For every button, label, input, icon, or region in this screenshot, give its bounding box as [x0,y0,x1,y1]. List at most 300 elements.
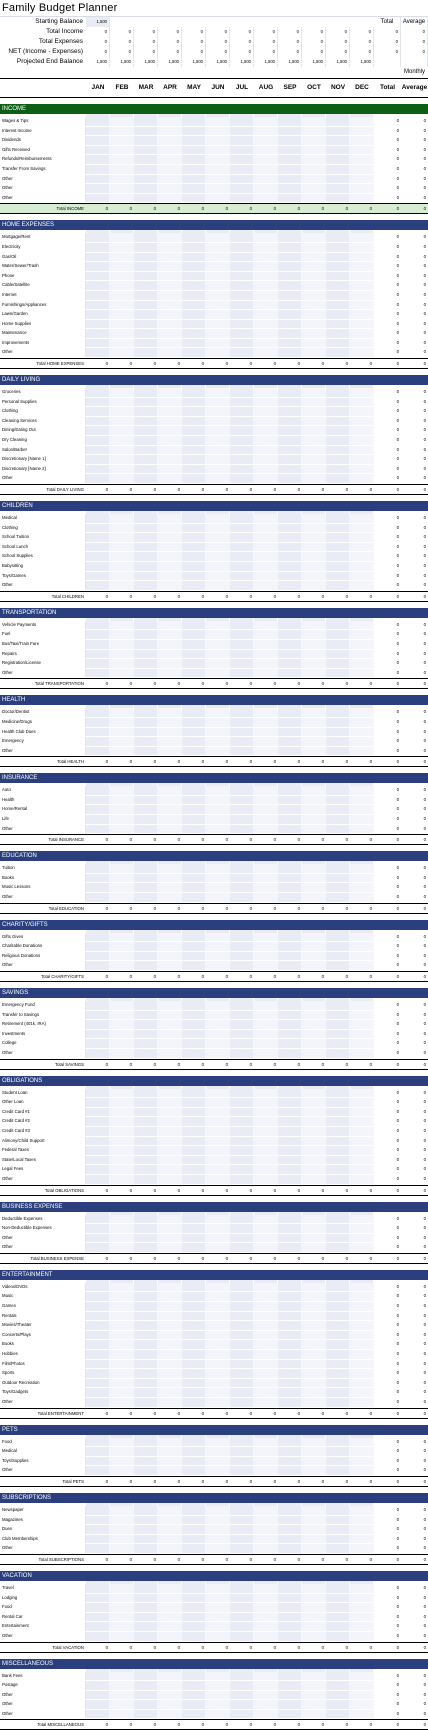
month-input-cell[interactable] [182,184,206,193]
month-input-cell[interactable] [230,155,254,164]
month-input-cell[interactable] [230,786,254,795]
month-input-cell[interactable] [134,1234,158,1243]
month-input-cell[interactable] [182,1710,206,1719]
month-input-cell[interactable] [230,1331,254,1340]
month-input-cell[interactable] [182,1544,206,1553]
month-input-cell[interactable] [182,1001,206,1010]
month-input-cell[interactable] [254,1613,278,1622]
month-input-cell[interactable] [206,1089,230,1098]
month-input-cell[interactable] [134,650,158,659]
month-input-cell[interactable] [134,524,158,533]
month-input-cell[interactable] [350,329,374,338]
month-input-cell[interactable] [158,1234,182,1243]
month-input-cell[interactable] [158,1691,182,1700]
month-input-cell[interactable] [302,893,326,902]
month-input-cell[interactable] [302,388,326,397]
month-input-cell[interactable] [350,455,374,464]
month-input-cell[interactable] [278,1146,302,1155]
month-input-cell[interactable] [110,1613,134,1622]
month-input-cell[interactable] [278,1127,302,1136]
month-input-cell[interactable] [182,1457,206,1466]
month-input-cell[interactable] [134,1632,158,1641]
month-input-cell[interactable] [158,1369,182,1378]
month-input-cell[interactable] [350,446,374,455]
month-input-cell[interactable] [350,1388,374,1397]
month-input-cell[interactable] [110,805,134,814]
month-input-cell[interactable] [302,146,326,155]
month-input-cell[interactable] [302,1117,326,1126]
month-input-cell[interactable] [110,737,134,746]
month-input-cell[interactable] [182,194,206,203]
month-input-cell[interactable] [254,1544,278,1553]
month-input-cell[interactable] [158,1030,182,1039]
month-input-cell[interactable] [350,339,374,348]
month-input-cell[interactable] [110,650,134,659]
month-input-cell[interactable] [230,581,254,590]
month-input-cell[interactable] [278,329,302,338]
month-input-cell[interactable] [86,1020,110,1029]
month-input-cell[interactable] [86,1340,110,1349]
month-input-cell[interactable] [86,194,110,203]
month-input-cell[interactable] [350,933,374,942]
month-input-cell[interactable] [182,127,206,136]
month-input-cell[interactable] [86,184,110,193]
month-input-cell[interactable] [230,1243,254,1252]
month-input-cell[interactable] [110,786,134,795]
month-input-cell[interactable] [86,708,110,717]
month-input-cell[interactable] [182,1108,206,1117]
month-input-cell[interactable] [326,1302,350,1311]
month-input-cell[interactable] [302,1089,326,1098]
month-input-cell[interactable] [302,747,326,756]
month-input-cell[interactable] [110,329,134,338]
month-input-cell[interactable] [158,1089,182,1098]
month-input-cell[interactable] [134,320,158,329]
month-input-cell[interactable] [110,533,134,542]
month-input-cell[interactable] [302,474,326,483]
month-input-cell[interactable] [134,1340,158,1349]
month-input-cell[interactable] [158,1283,182,1292]
month-input-cell[interactable] [350,474,374,483]
month-input-cell[interactable] [110,272,134,281]
month-input-cell[interactable] [86,262,110,271]
month-input-cell[interactable] [158,1700,182,1709]
month-input-cell[interactable] [278,728,302,737]
month-input-cell[interactable] [86,339,110,348]
month-input-cell[interactable] [86,407,110,416]
month-input-cell[interactable] [230,524,254,533]
month-input-cell[interactable] [230,1350,254,1359]
month-input-cell[interactable] [278,524,302,533]
month-input-cell[interactable] [350,348,374,357]
month-input-cell[interactable] [302,1350,326,1359]
month-input-cell[interactable] [326,455,350,464]
month-input-cell[interactable] [182,1089,206,1098]
month-input-cell[interactable] [230,1234,254,1243]
month-input-cell[interactable] [326,1312,350,1321]
month-input-cell[interactable] [206,1331,230,1340]
month-input-cell[interactable] [158,281,182,290]
month-input-cell[interactable] [302,348,326,357]
month-input-cell[interactable] [278,1457,302,1466]
month-input-cell[interactable] [278,572,302,581]
month-input-cell[interactable] [206,465,230,474]
month-input-cell[interactable] [134,1030,158,1039]
month-input-cell[interactable] [182,175,206,184]
month-input-cell[interactable] [158,1466,182,1475]
month-input-cell[interactable] [302,1127,326,1136]
month-input-cell[interactable] [254,621,278,630]
month-input-cell[interactable] [206,1535,230,1544]
month-input-cell[interactable] [110,1622,134,1631]
month-input-cell[interactable] [254,1525,278,1534]
month-input-cell[interactable] [86,272,110,281]
month-input-cell[interactable] [230,1603,254,1612]
month-input-cell[interactable] [86,1360,110,1369]
month-input-cell[interactable] [86,281,110,290]
month-input-cell[interactable] [326,581,350,590]
month-input-cell[interactable] [350,1283,374,1292]
month-input-cell[interactable] [158,1340,182,1349]
month-input-cell[interactable] [350,127,374,136]
month-input-cell[interactable] [110,669,134,678]
month-input-cell[interactable] [278,388,302,397]
month-input-cell[interactable] [254,786,278,795]
month-input-cell[interactable] [230,175,254,184]
month-input-cell[interactable] [158,348,182,357]
month-input-cell[interactable] [158,1525,182,1534]
month-input-cell[interactable] [302,874,326,883]
month-input-cell[interactable] [110,621,134,630]
month-input-cell[interactable] [254,1049,278,1058]
month-input-cell[interactable] [110,728,134,737]
month-input-cell[interactable] [158,1398,182,1407]
month-input-cell[interactable] [326,329,350,338]
month-input-cell[interactable] [182,1030,206,1039]
month-input-cell[interactable] [134,1681,158,1690]
month-input-cell[interactable] [134,474,158,483]
month-input-cell[interactable] [182,291,206,300]
month-input-cell[interactable] [134,883,158,892]
month-input-cell[interactable] [86,1506,110,1515]
month-input-cell[interactable] [158,233,182,242]
month-input-cell[interactable] [302,1215,326,1224]
month-input-cell[interactable] [302,329,326,338]
month-input-cell[interactable] [254,1302,278,1311]
month-input-cell[interactable] [206,1321,230,1330]
month-input-cell[interactable] [158,1215,182,1224]
month-input-cell[interactable] [206,552,230,561]
month-input-cell[interactable] [278,893,302,902]
month-input-cell[interactable] [86,669,110,678]
month-input-cell[interactable] [86,1224,110,1233]
month-input-cell[interactable] [206,117,230,126]
month-input-cell[interactable] [350,874,374,883]
month-input-cell[interactable] [350,1516,374,1525]
month-input-cell[interactable] [110,640,134,649]
month-input-cell[interactable] [206,1030,230,1039]
month-input-cell[interactable] [158,474,182,483]
month-input-cell[interactable] [206,883,230,892]
month-input-cell[interactable] [302,446,326,455]
month-input-cell[interactable] [302,1672,326,1681]
month-input-cell[interactable] [182,1224,206,1233]
month-input-cell[interactable] [350,659,374,668]
month-input-cell[interactable] [326,533,350,542]
month-input-cell[interactable] [182,864,206,873]
month-input-cell[interactable] [254,1594,278,1603]
month-input-cell[interactable] [158,1603,182,1612]
month-input-cell[interactable] [110,243,134,252]
month-input-cell[interactable] [182,1584,206,1593]
month-input-cell[interactable] [326,1283,350,1292]
month-input-cell[interactable] [182,348,206,357]
month-input-cell[interactable] [182,1020,206,1029]
month-input-cell[interactable] [134,1398,158,1407]
month-input-cell[interactable] [86,1302,110,1311]
month-input-cell[interactable] [158,1243,182,1252]
month-input-cell[interactable] [302,1388,326,1397]
month-input-cell[interactable] [230,253,254,262]
month-input-cell[interactable] [254,562,278,571]
month-input-cell[interactable] [110,339,134,348]
month-input-cell[interactable] [350,1302,374,1311]
month-input-cell[interactable] [110,320,134,329]
month-input-cell[interactable] [254,233,278,242]
month-input-cell[interactable] [302,621,326,630]
month-input-cell[interactable] [326,543,350,552]
month-input-cell[interactable] [230,465,254,474]
month-input-cell[interactable] [326,640,350,649]
month-input-cell[interactable] [206,796,230,805]
month-input-cell[interactable] [182,165,206,174]
month-input-cell[interactable] [158,175,182,184]
month-input-cell[interactable] [302,1594,326,1603]
month-input-cell[interactable] [326,796,350,805]
month-input-cell[interactable] [278,1710,302,1719]
month-input-cell[interactable] [230,407,254,416]
month-input-cell[interactable] [158,436,182,445]
month-input-cell[interactable] [110,1340,134,1349]
month-input-cell[interactable] [182,1302,206,1311]
month-input-cell[interactable] [278,1506,302,1515]
month-input-cell[interactable] [302,281,326,290]
month-input-cell[interactable] [230,398,254,407]
month-input-cell[interactable] [134,407,158,416]
month-input-cell[interactable] [134,1283,158,1292]
month-input-cell[interactable] [254,747,278,756]
month-input-cell[interactable] [350,388,374,397]
month-input-cell[interactable] [230,1584,254,1593]
month-input-cell[interactable] [110,1215,134,1224]
month-input-cell[interactable] [206,1457,230,1466]
month-input-cell[interactable] [326,272,350,281]
month-input-cell[interactable] [254,1108,278,1117]
month-input-cell[interactable] [278,933,302,942]
month-input-cell[interactable] [206,669,230,678]
month-input-cell[interactable] [230,961,254,970]
month-input-cell[interactable] [254,1506,278,1515]
month-input-cell[interactable] [134,659,158,668]
month-input-cell[interactable] [230,1379,254,1388]
month-input-cell[interactable] [350,1632,374,1641]
month-input-cell[interactable] [110,233,134,242]
month-input-cell[interactable] [278,1516,302,1525]
month-input-cell[interactable] [86,1108,110,1117]
month-input-cell[interactable] [254,1001,278,1010]
month-input-cell[interactable] [158,1681,182,1690]
month-input-cell[interactable] [110,1379,134,1388]
month-input-cell[interactable] [206,446,230,455]
month-input-cell[interactable] [278,805,302,814]
month-input-cell[interactable] [254,737,278,746]
month-input-cell[interactable] [230,301,254,310]
month-input-cell[interactable] [158,650,182,659]
month-input-cell[interactable] [254,329,278,338]
month-input-cell[interactable] [206,728,230,737]
month-input-cell[interactable] [278,1388,302,1397]
month-input-cell[interactable] [302,1030,326,1039]
month-input-cell[interactable] [182,446,206,455]
month-input-cell[interactable] [182,1535,206,1544]
month-input-cell[interactable] [182,1603,206,1612]
month-input-cell[interactable] [326,1681,350,1690]
month-input-cell[interactable] [86,1165,110,1174]
month-input-cell[interactable] [278,1369,302,1378]
month-input-cell[interactable] [134,175,158,184]
month-input-cell[interactable] [158,1331,182,1340]
month-input-cell[interactable] [230,184,254,193]
month-input-cell[interactable] [134,262,158,271]
month-input-cell[interactable] [302,1544,326,1553]
month-input-cell[interactable] [254,1175,278,1184]
month-input-cell[interactable] [350,1039,374,1048]
month-input-cell[interactable] [110,1447,134,1456]
month-input-cell[interactable] [134,1544,158,1553]
month-input-cell[interactable] [134,669,158,678]
month-input-cell[interactable] [278,1011,302,1020]
month-input-cell[interactable] [206,1243,230,1252]
month-input-cell[interactable] [326,562,350,571]
month-input-cell[interactable] [134,552,158,561]
month-input-cell[interactable] [158,562,182,571]
month-input-cell[interactable] [350,1331,374,1340]
month-input-cell[interactable] [254,728,278,737]
month-input-cell[interactable] [206,1234,230,1243]
month-input-cell[interactable] [158,1224,182,1233]
month-input-cell[interactable] [182,883,206,892]
month-input-cell[interactable] [326,1438,350,1447]
month-input-cell[interactable] [278,533,302,542]
month-input-cell[interactable] [206,1691,230,1700]
month-input-cell[interactable] [302,1243,326,1252]
month-input-cell[interactable] [278,1340,302,1349]
month-input-cell[interactable] [134,1302,158,1311]
month-input-cell[interactable] [254,1156,278,1165]
month-input-cell[interactable] [182,1525,206,1534]
month-input-cell[interactable] [134,1360,158,1369]
month-input-cell[interactable] [350,1321,374,1330]
month-input-cell[interactable] [158,165,182,174]
month-input-cell[interactable] [350,243,374,252]
month-input-cell[interactable] [254,1672,278,1681]
month-input-cell[interactable] [278,339,302,348]
month-input-cell[interactable] [326,194,350,203]
month-input-cell[interactable] [254,310,278,319]
month-input-cell[interactable] [350,1379,374,1388]
month-input-cell[interactable] [254,640,278,649]
month-input-cell[interactable] [278,825,302,834]
month-input-cell[interactable] [110,718,134,727]
month-input-cell[interactable] [206,961,230,970]
month-input-cell[interactable] [206,1672,230,1681]
month-input-cell[interactable] [182,524,206,533]
month-input-cell[interactable] [182,1165,206,1174]
month-input-cell[interactable] [182,1117,206,1126]
month-input-cell[interactable] [110,1544,134,1553]
month-input-cell[interactable] [206,272,230,281]
month-input-cell[interactable] [302,1156,326,1165]
month-input-cell[interactable] [86,474,110,483]
month-input-cell[interactable] [206,1312,230,1321]
month-input-cell[interactable] [182,533,206,542]
month-input-cell[interactable] [254,184,278,193]
month-input-cell[interactable] [86,659,110,668]
month-input-cell[interactable] [350,1020,374,1029]
month-input-cell[interactable] [278,815,302,824]
month-input-cell[interactable] [110,455,134,464]
month-input-cell[interactable] [110,117,134,126]
month-input-cell[interactable] [86,1215,110,1224]
month-input-cell[interactable] [206,952,230,961]
month-input-cell[interactable] [182,737,206,746]
month-input-cell[interactable] [230,933,254,942]
month-input-cell[interactable] [230,291,254,300]
month-input-cell[interactable] [158,1672,182,1681]
month-input-cell[interactable] [350,1156,374,1165]
month-input-cell[interactable] [230,1108,254,1117]
month-input-cell[interactable] [302,155,326,164]
month-input-cell[interactable] [254,1146,278,1155]
month-input-cell[interactable] [182,1681,206,1690]
month-input-cell[interactable] [254,1331,278,1340]
month-input-cell[interactable] [326,1117,350,1126]
month-input-cell[interactable] [278,1312,302,1321]
month-input-cell[interactable] [134,348,158,357]
month-input-cell[interactable] [278,640,302,649]
month-input-cell[interactable] [134,253,158,262]
month-input-cell[interactable] [254,1292,278,1301]
month-input-cell[interactable] [158,572,182,581]
month-input-cell[interactable] [278,1681,302,1690]
month-input-cell[interactable] [206,1108,230,1117]
month-input-cell[interactable] [302,952,326,961]
month-input-cell[interactable] [110,1292,134,1301]
month-input-cell[interactable] [206,1466,230,1475]
month-input-cell[interactable] [206,194,230,203]
month-input-cell[interactable] [182,893,206,902]
month-input-cell[interactable] [158,1001,182,1010]
month-input-cell[interactable] [158,543,182,552]
month-input-cell[interactable] [86,436,110,445]
month-input-cell[interactable] [158,874,182,883]
month-input-cell[interactable] [230,659,254,668]
month-input-cell[interactable] [110,514,134,523]
month-input-cell[interactable] [158,747,182,756]
month-input-cell[interactable] [134,339,158,348]
month-input-cell[interactable] [110,146,134,155]
month-input-cell[interactable] [182,718,206,727]
